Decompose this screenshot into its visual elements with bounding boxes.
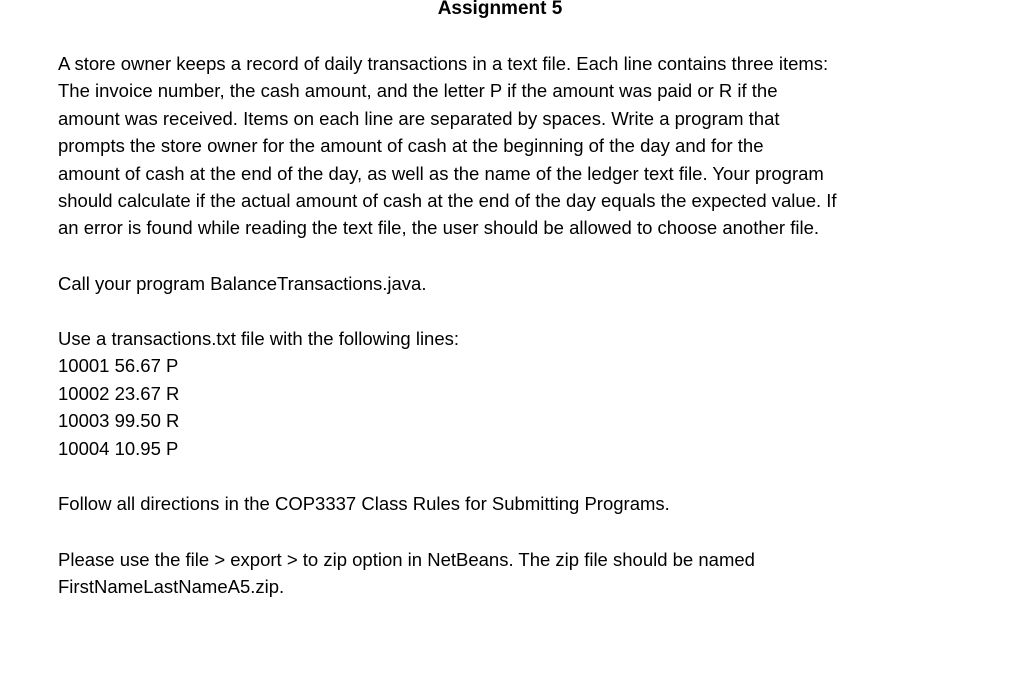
export-paragraph xyxy=(58,546,1008,601)
description-line: an error is found while reading the text file, the user should be allowed to choose another file. xyxy=(58,217,820,239)
description-line: The invoice number, the cash amount, and the letter P if the amount was paid or R if the xyxy=(58,80,778,102)
description-paragraph xyxy=(58,50,1008,242)
description-line: A store owner keeps a record of daily transactions in a text file. Each line contains three items: xyxy=(58,53,829,74)
description-line: should calculate if the actual amount of cash at the end of the day equals the expected value. If xyxy=(58,190,837,212)
document-title: Assignment 5 xyxy=(437,0,563,19)
program-name-paragraph xyxy=(58,270,1008,297)
description-line: prompts the store owner for the amount of cash at the beginning of the day and for the xyxy=(58,135,764,157)
export-line: FirstNameLastNameA5.zip. xyxy=(58,576,285,598)
transaction-line: 10001 56.67 P xyxy=(58,355,179,377)
transaction-line: 10002 23.67 R xyxy=(58,382,180,404)
rules-paragraph xyxy=(58,490,1008,517)
transaction-line: 10003 99.50 R xyxy=(58,410,180,432)
rules-line: Follow all directions in the COP3337 Class Rules for Submitting Programs. xyxy=(58,493,670,514)
program-name-line: Call your program BalanceTransactions.java. xyxy=(58,273,427,294)
export-line: Please use the file > export > to zip option in NetBeans. The zip file should be named xyxy=(58,549,755,570)
transaction-line: 10004 10.95 P xyxy=(58,437,179,459)
description-line: amount was received. Items on each line are separated by spaces. Write a program that xyxy=(58,107,780,129)
transactions-paragraph xyxy=(58,325,1008,462)
transactions-intro: Use a transactions.txt file with the following lines: xyxy=(58,328,460,349)
description-line: amount of cash at the end of the day, as well as the name of the ledger text file. Your program xyxy=(58,162,824,184)
